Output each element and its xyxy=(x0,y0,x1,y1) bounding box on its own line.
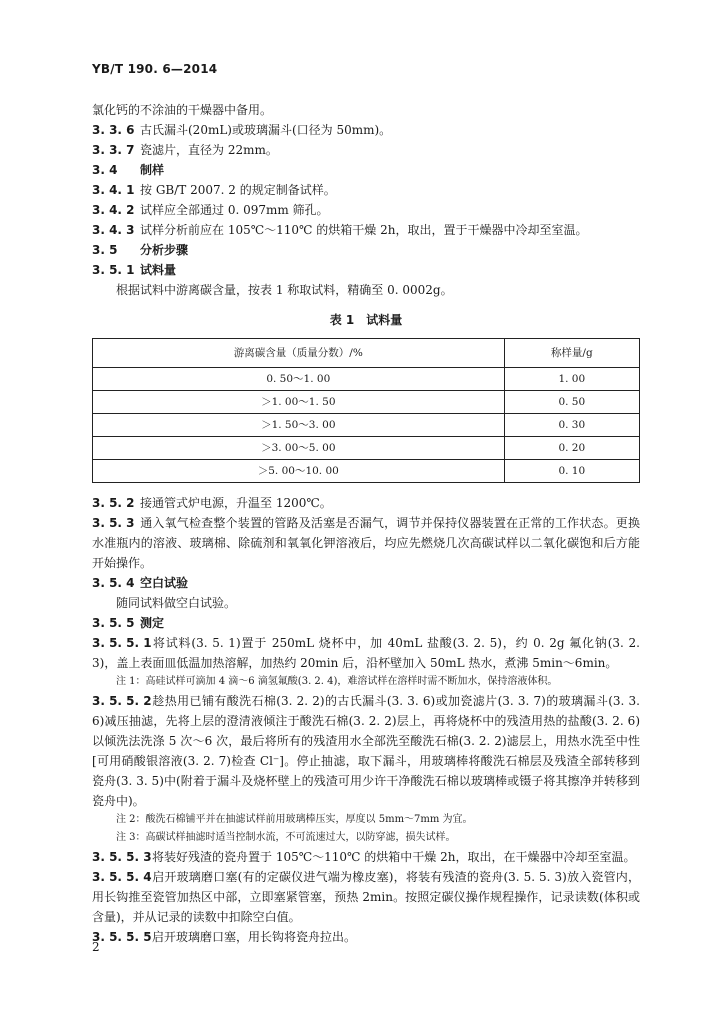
clause-number: 3. 3. 6 xyxy=(92,123,135,137)
clause-number: 3. 5. 5. 3 xyxy=(92,850,152,864)
text-line xyxy=(92,100,640,120)
sample-mass-table xyxy=(92,338,640,483)
clause-text: 启开玻璃磨口塞(有的定碳仪进气端为橡皮塞)，将装有残渣的瓷舟(3. 5. 5. 3)放入瓷管内，用长钩推至瓷管加热区中部，立即塞紧管塞，预热 2min。按照定碳仪操作规程操作，记录读数(体积或含量)，并从记录的读数中扣除空白值。 xyxy=(92,870,640,924)
clause-number: 3. 4. 1 xyxy=(92,183,135,197)
table-cell: ＞1. 50～3. 00 xyxy=(93,414,505,437)
clause-text: 将装好残渣的瓷舟置于 105℃～110℃ 的烘箱中干燥 2h，取出，在干燥器中冷却至室温。 xyxy=(152,850,636,864)
clause-3-5-5-3 xyxy=(92,847,640,867)
table-cell: ＞5. 00～10. 00 xyxy=(93,460,505,483)
clause-text: 试样分析前应在 105℃～110℃ 的烘箱干燥 2h，取出，置于干燥器中冷却至室温。 xyxy=(140,223,588,237)
clause-number: 3. 5. 5 xyxy=(92,616,135,630)
clause-3-4-3 xyxy=(92,220,640,240)
table-row xyxy=(93,414,640,437)
section-number: 3. 5 xyxy=(92,243,118,257)
clause-title: 测定 xyxy=(140,616,165,630)
clause-number: 3. 5. 5. 1 xyxy=(92,636,152,650)
clause-3-5-1 xyxy=(92,260,640,280)
clause-text: 瓷滤片，直径为 22mm。 xyxy=(140,143,278,157)
table-cell: 1. 00 xyxy=(504,368,639,391)
table-header-cell: 称样量/g xyxy=(504,339,639,368)
clause-3-5-5-5 xyxy=(92,927,640,947)
section-3-4 xyxy=(92,160,640,180)
clause-number: 3. 3. 7 xyxy=(92,143,135,157)
clause-number: 3. 4. 3 xyxy=(92,223,135,237)
clause-3-3-7 xyxy=(92,140,640,160)
clause-3-3-6 xyxy=(92,120,640,140)
clause-text: 试样应全部通过 0. 097mm 筛孔。 xyxy=(140,203,329,217)
clause-3-4-1 xyxy=(92,180,640,200)
clause-text: 将试料(3. 5. 1)置于 250mL 烧杯中，加 40mL 盐酸(3. 2. 5)，约 0. 2g 氟化钠(3. 2. 3)，盖上表面皿低温加热溶解，加热约 20min 后，沿杯壁加入 50mL 热水，煮沸 5min～6min。 xyxy=(92,636,640,670)
table-header-cell: 游离碳含量（质量分数）/% xyxy=(93,339,505,368)
page-number: 2 xyxy=(92,940,100,954)
clause-number: 3. 5. 5. 2 xyxy=(92,694,152,708)
clause-title: 试料量 xyxy=(140,263,177,277)
table-row xyxy=(93,437,640,460)
clause-text: 按 GB/T 2007. 2 的规定制备试样。 xyxy=(140,183,336,197)
table-cell: ＞3. 00～5. 00 xyxy=(93,437,505,460)
clause-number: 3. 5. 4 xyxy=(92,576,135,590)
text-line xyxy=(92,593,640,613)
clause-number: 3. 5. 5. 4 xyxy=(92,870,152,884)
clause-text: 接通管式炉电源，升温至 1200℃。 xyxy=(140,496,332,510)
table-cell: ＞1. 00～1. 50 xyxy=(93,391,505,414)
clause-3-5-2 xyxy=(92,493,640,513)
clause-text: 通入氧气检查整个装置的管路及活塞是否漏气，调节并保持仪器装置在正常的工作状态。更换水准瓶内的溶液、玻璃棉、除硫剂和氧氧化钾溶液后，均应先燃烧几次高碳试样以二氧化碳饱和后方能开始操作。 xyxy=(92,516,640,570)
table-cell: 0. 50 xyxy=(504,391,639,414)
section-title: 制样 xyxy=(140,163,165,177)
table-cell: 0. 30 xyxy=(504,414,639,437)
clause-number: 3. 5. 5. 5 xyxy=(92,930,152,944)
clause-3-5-5-4 xyxy=(92,867,640,927)
clause-3-5-4 xyxy=(92,573,640,593)
clause-3-5-3 xyxy=(92,513,640,573)
clause-number: 3. 5. 2 xyxy=(92,496,135,510)
clause-number: 3. 5. 1 xyxy=(92,263,135,277)
clause-text: 启开玻璃磨口塞，用长钩将瓷舟拉出。 xyxy=(152,930,357,944)
clause-number: 3. 5. 3 xyxy=(92,516,135,530)
table-header-row xyxy=(93,339,640,368)
document-header: YB/T 190. 6—2014 xyxy=(92,62,218,76)
table-cell: 0. 10 xyxy=(504,460,639,483)
section-number: 3. 4 xyxy=(92,163,118,177)
clause-3-5-5-2 xyxy=(92,691,640,811)
section-3-5 xyxy=(92,240,640,260)
note-2: 注 2：酸洗石棉铺平并在抽滤试样前用玻璃棒压实，厚度以 5mm～7mm 为宜。 xyxy=(116,814,473,825)
note-1: 注 1：高硅试样可滴加 4 滴～6 滴氢氟酸(3. 2. 4)，难溶试样在溶样时需不断加水，保持溶液体积。 xyxy=(116,676,558,687)
line-text: 氯化钙的不涂油的干燥器中备用。 xyxy=(92,103,273,117)
table-cell: 0. 20 xyxy=(504,437,639,460)
table-cell: 0. 50～1. 00 xyxy=(93,368,505,391)
clause-3-5-5-1 xyxy=(92,633,640,673)
line-text: 根据试料中游离碳含量，按表 1 称取试料，精确至 0. 0002g。 xyxy=(116,283,453,297)
note-3: 注 3：高碳试样抽滤时适当控制水流，不可流速过大，以防穿滤，损失试样。 xyxy=(116,832,456,843)
line-text: 随同试料做空白试验。 xyxy=(116,596,237,610)
clause-number: 3. 4. 2 xyxy=(92,203,135,217)
text-line xyxy=(92,280,640,300)
clause-3-4-2 xyxy=(92,200,640,220)
section-title: 分析步骤 xyxy=(140,243,189,257)
table-caption: 表 1 试料量 xyxy=(329,313,403,327)
clause-title: 空白试验 xyxy=(140,576,189,590)
clause-3-5-5 xyxy=(92,613,640,633)
table-row xyxy=(93,460,640,483)
table-row xyxy=(93,368,640,391)
table-row xyxy=(93,391,640,414)
clause-text: 趁热用已铺有酸洗石棉(3. 2. 2)的古氏漏斗(3. 3. 6)或加瓷滤片(3. 3. 7)的玻璃漏斗(3. 3. 6)减压抽滤，先将上层的澄清液倾注于酸洗石棉(3. 2. 2)层上，再将烧杯中的残渣用热的盐酸(3. 2. 6)以倾洗法洗涤 5 次～6 次，最后将所有的残渣用水全部洗至酸洗石棉(3. 2. 2)滤层上，用热水洗至中性[可用硝酸银溶液(3. 2. 7)检查 Cl⁻]。停止抽滤，取下漏斗，用玻璃棒将酸洗石棉层及残渣全部转移到瓷舟(3. 3. 5)中(附着于漏斗及烧杯壁上的残渣可用少许干净酸洗石棉以玻璃棒或镊子将其擦净并转移到瓷舟中)。 xyxy=(92,694,640,808)
clause-text: 古氏漏斗(20mL)或玻璃漏斗(口径为 50mm)。 xyxy=(140,123,392,137)
document-body xyxy=(92,100,640,947)
